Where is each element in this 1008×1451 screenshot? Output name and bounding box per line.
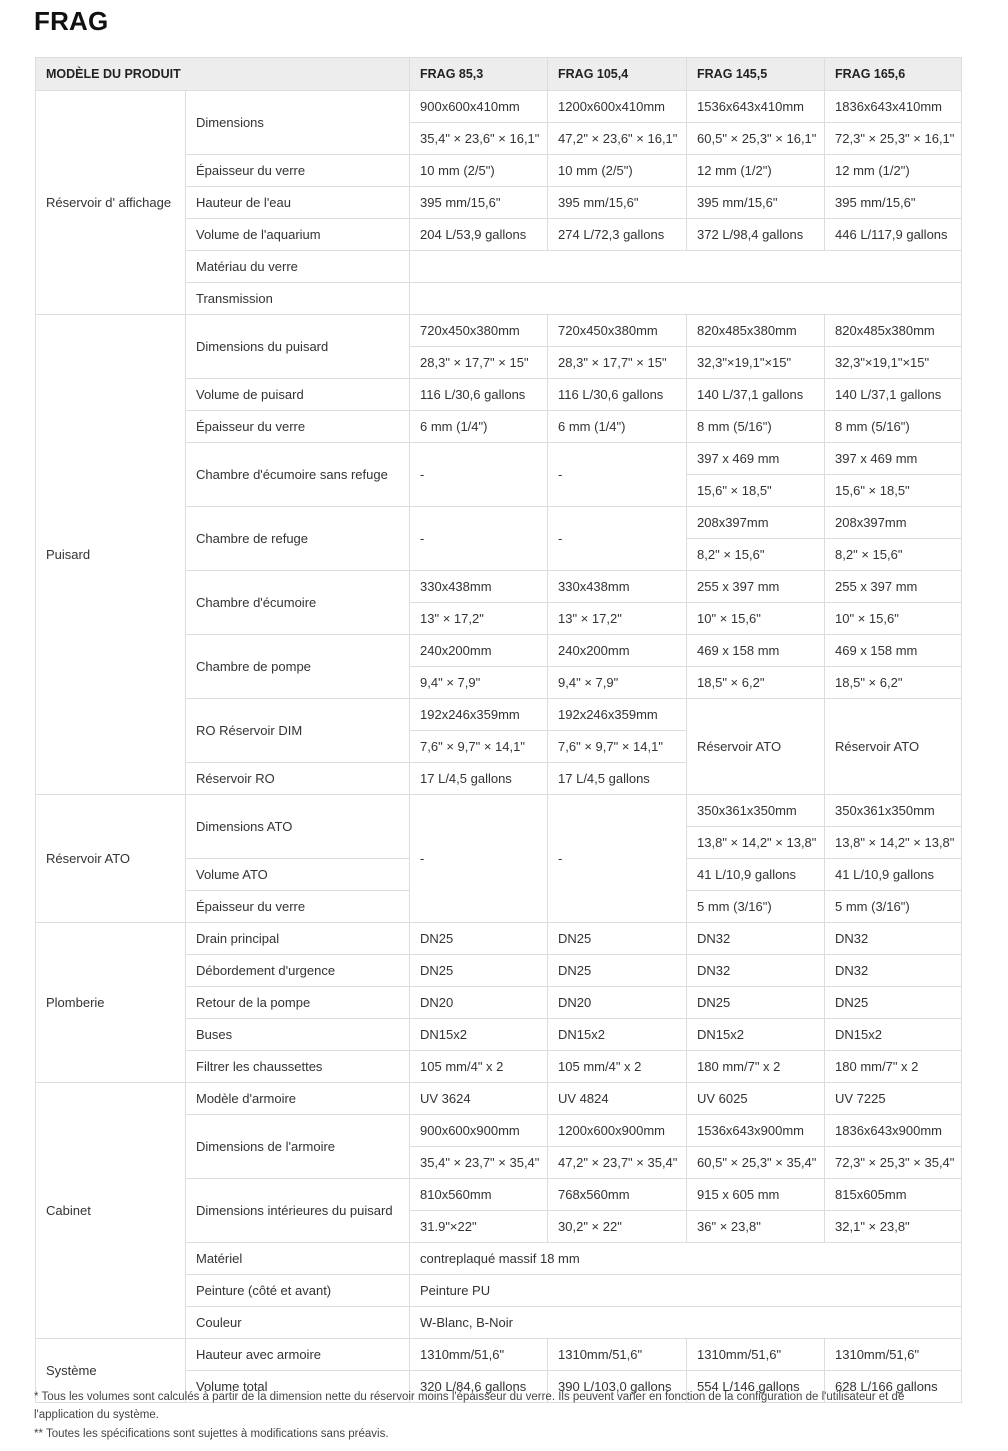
value-cell: 28,3" × 17,7" × 15" (410, 347, 548, 379)
footnote: * Tous les volumes sont calculés à partir de la dimension nette du réservoir moins l'épaisseur du verre. Ils peuvent varier en fonction de la configuration de l'utilisateur et de l'application du système. (34, 1391, 905, 1422)
value-cell: DN32 (825, 955, 962, 987)
value-cell: 13" × 17,2" (548, 603, 687, 635)
value-cell: 1836x643x410mm (825, 91, 962, 123)
value-cell: 31.9"×22" (410, 1211, 548, 1243)
value-cell: 105 mm/4" x 2 (410, 1051, 548, 1083)
value-cell: UV 7225 (825, 1083, 962, 1115)
value-cell: 72,3" × 25,3" × 16,1" (825, 123, 962, 155)
footnotes (34, 1388, 964, 1443)
value-cell: 320 L/84,6 gallons (410, 1371, 548, 1403)
value-cell: UV 3624 (410, 1083, 548, 1115)
value-cell: 13,8" × 14,2" × 13,8" (687, 827, 825, 859)
value-cell: 255 x 397 mm (825, 571, 962, 603)
value-cell: 900x600x900mm (410, 1115, 548, 1147)
value-cell: DN25 (825, 987, 962, 1019)
value-cell: 60,5" × 25,3" × 35,4" (687, 1147, 825, 1179)
value-cell: 820x485x380mm (825, 315, 962, 347)
group-cell: Cabinet (36, 1083, 186, 1339)
value-cell: DN15x2 (687, 1019, 825, 1051)
value-cell: 350x361x350mm (825, 795, 962, 827)
value-cell: 10 mm (2/5") (548, 155, 687, 187)
value-cell: UV 4824 (548, 1083, 687, 1115)
value-cell: 32,3"×19,1"×15" (687, 347, 825, 379)
value-cell: 395 mm/15,6" (825, 187, 962, 219)
value-cell: 8,2" × 15,6" (825, 539, 962, 571)
row-label: Réservoir RO (186, 763, 410, 795)
value-cell: 192x246x359mm (410, 699, 548, 731)
value-cell: 1310mm/51,6" (410, 1339, 548, 1371)
row-label: Peinture (côté et avant) (186, 1275, 410, 1307)
value-cell: 41 L/10,9 gallons (825, 859, 962, 891)
value-cell: 395 mm/15,6" (548, 187, 687, 219)
value-cell: 180 mm/7" x 2 (687, 1051, 825, 1083)
value-cell: 140 L/37,1 gallons (825, 379, 962, 411)
value-cell: 192x246x359mm (548, 699, 687, 731)
row-label: Volume total (186, 1371, 410, 1403)
value-cell: 6 mm (1/4") (410, 411, 548, 443)
value-cell: 1310mm/51,6" (687, 1339, 825, 1371)
value-cell: 330x438mm (548, 571, 687, 603)
group-cell: Puisard (36, 315, 186, 795)
value-cell: 915 x 605 mm (687, 1179, 825, 1211)
value-cell: DN32 (687, 955, 825, 987)
group-cell: Réservoir ATO (36, 795, 186, 923)
value-cell: 240x200mm (410, 635, 548, 667)
value-cell: 350x361x350mm (687, 795, 825, 827)
table-row (36, 795, 962, 827)
value-cell: 17 L/4,5 gallons (410, 763, 548, 795)
value-cell: 469 x 158 mm (687, 635, 825, 667)
value-cell: 330x438mm (410, 571, 548, 603)
value-cell: 395 mm/15,6" (687, 187, 825, 219)
value-cell: Réservoir ATO (687, 699, 825, 795)
value-cell: 15,6" × 18,5" (825, 475, 962, 507)
value-cell: 1536x643x410mm (687, 91, 825, 123)
header-row (36, 58, 962, 91)
value-cell: 720x450x380mm (410, 315, 548, 347)
row-label: Dimensions de l'armoire (186, 1115, 410, 1179)
value-cell-dash: - (548, 795, 687, 923)
value-cell: 13,8" × 14,2" × 13,8" (825, 827, 962, 859)
value-cell: W-Blanc, B-Noir (410, 1307, 962, 1339)
value-cell: DN25 (548, 923, 687, 955)
value-cell: DN32 (687, 923, 825, 955)
value-cell: 60,5" × 25,3" × 16,1" (687, 123, 825, 155)
group-cell: Système (36, 1339, 186, 1403)
table-row (36, 91, 962, 123)
value-cell: DN15x2 (410, 1019, 548, 1051)
value-cell-empty (410, 251, 962, 283)
value-cell: 815x605mm (825, 1179, 962, 1211)
value-cell: 5 mm (3/16") (825, 891, 962, 923)
table-row (36, 1083, 962, 1115)
value-cell: 5 mm (3/16") (687, 891, 825, 923)
value-cell: 36" × 23,8" (687, 1211, 825, 1243)
row-label: RO Réservoir DIM (186, 699, 410, 763)
row-label: Matériel (186, 1243, 410, 1275)
value-cell: 372 L/98,4 gallons (687, 219, 825, 251)
row-label: Volume de l'aquarium (186, 219, 410, 251)
value-cell: DN25 (687, 987, 825, 1019)
value-cell: 554 L/146 gallons (687, 1371, 825, 1403)
value-cell: 720x450x380mm (548, 315, 687, 347)
value-cell: DN25 (410, 955, 548, 987)
value-cell: 10" × 15,6" (825, 603, 962, 635)
row-label: Couleur (186, 1307, 410, 1339)
value-cell: 768x560mm (548, 1179, 687, 1211)
value-cell: 1310mm/51,6" (825, 1339, 962, 1371)
row-label: Hauteur avec armoire (186, 1339, 410, 1371)
value-cell: 397 x 469 mm (687, 443, 825, 475)
value-cell: Peinture PU (410, 1275, 962, 1307)
value-cell: 180 mm/7" x 2 (825, 1051, 962, 1083)
value-cell: 810x560mm (410, 1179, 548, 1211)
value-cell: 6 mm (1/4") (548, 411, 687, 443)
value-cell: 72,3" × 25,3" × 35,4" (825, 1147, 962, 1179)
row-label: Transmission (186, 283, 410, 315)
value-cell: 116 L/30,6 gallons (410, 379, 548, 411)
value-cell: 1536x643x900mm (687, 1115, 825, 1147)
footnote: ** Toutes les spécifications sont sujettes à modifications sans préavis. (34, 1427, 389, 1440)
row-label: Chambre de refuge (186, 507, 410, 571)
value-cell-dash: - (548, 443, 687, 507)
header-model: FRAG 145,5 (687, 58, 825, 91)
value-cell: 12 mm (1/2") (825, 155, 962, 187)
table-row (36, 923, 962, 955)
value-cell: 7,6" × 9,7" × 14,1" (548, 731, 687, 763)
value-cell: 105 mm/4" x 2 (548, 1051, 687, 1083)
value-cell: 255 x 397 mm (687, 571, 825, 603)
value-cell: 390 L/103,0 gallons (548, 1371, 687, 1403)
value-cell: 35,4" × 23,6" × 16,1" (410, 123, 548, 155)
value-cell: 1310mm/51,6" (548, 1339, 687, 1371)
value-cell: 900x600x410mm (410, 91, 548, 123)
value-cell: 446 L/117,9 gallons (825, 219, 962, 251)
value-cell: 28,3" × 17,7" × 15" (548, 347, 687, 379)
value-cell: 18,5" × 6,2" (825, 667, 962, 699)
value-cell: 469 x 158 mm (825, 635, 962, 667)
value-cell: DN15x2 (825, 1019, 962, 1051)
value-cell: DN32 (825, 923, 962, 955)
header-label: MODÈLE DU PRODUIT (36, 58, 410, 91)
row-label: Dimensions ATO (186, 795, 410, 859)
row-label: Modèle d'armoire (186, 1083, 410, 1115)
row-label: Chambre d'écumoire sans refuge (186, 443, 410, 507)
row-label: Débordement d'urgence (186, 955, 410, 987)
value-cell: 240x200mm (548, 635, 687, 667)
value-cell: 8 mm (5/16") (687, 411, 825, 443)
row-label: Volume ATO (186, 859, 410, 891)
row-label: Dimensions (186, 91, 410, 155)
value-cell: 628 L/166 gallons (825, 1371, 962, 1403)
row-label: Matériau du verre (186, 251, 410, 283)
row-label: Filtrer les chaussettes (186, 1051, 410, 1083)
row-label: Buses (186, 1019, 410, 1051)
value-cell: 274 L/72,3 gallons (548, 219, 687, 251)
value-cell: 13" × 17,2" (410, 603, 548, 635)
value-cell: DN20 (548, 987, 687, 1019)
row-label: Volume de puisard (186, 379, 410, 411)
row-label: Épaisseur du verre (186, 411, 410, 443)
value-cell: 47,2" × 23,6" × 16,1" (548, 123, 687, 155)
table-row (36, 315, 962, 347)
row-label: Chambre de pompe (186, 635, 410, 699)
spec-table (35, 57, 962, 1403)
value-cell: 47,2" × 23,7" × 35,4" (548, 1147, 687, 1179)
value-cell: 140 L/37,1 gallons (687, 379, 825, 411)
value-cell: 9,4" × 7,9" (548, 667, 687, 699)
value-cell-dash: - (410, 507, 548, 571)
header-model: FRAG 105,4 (548, 58, 687, 91)
row-label: Chambre d'écumoire (186, 571, 410, 635)
value-cell: 9,4" × 7,9" (410, 667, 548, 699)
value-cell: 8,2" × 15,6" (687, 539, 825, 571)
group-cell: Plomberie (36, 923, 186, 1083)
group-cell: Réservoir d' affichage (36, 91, 186, 315)
value-cell: 10" × 15,6" (687, 603, 825, 635)
value-cell-dash: - (548, 507, 687, 571)
table-row (36, 1339, 962, 1371)
value-cell: 15,6" × 18,5" (687, 475, 825, 507)
value-cell: 397 x 469 mm (825, 443, 962, 475)
value-cell: 17 L/4,5 gallons (548, 763, 687, 795)
row-label: Drain principal (186, 923, 410, 955)
row-label: Dimensions intérieures du puisard (186, 1179, 410, 1243)
value-cell: 1200x600x410mm (548, 91, 687, 123)
value-cell: 30,2" × 22" (548, 1211, 687, 1243)
value-cell: 10 mm (2/5") (410, 155, 548, 187)
row-label: Retour de la pompe (186, 987, 410, 1019)
header-model: FRAG 165,6 (825, 58, 962, 91)
value-cell: 116 L/30,6 gallons (548, 379, 687, 411)
page-title: FRAG (34, 6, 109, 36)
value-cell: Réservoir ATO (825, 699, 962, 795)
header-model: FRAG 85,3 (410, 58, 548, 91)
value-cell: DN15x2 (548, 1019, 687, 1051)
value-cell: 1200x600x900mm (548, 1115, 687, 1147)
row-label: Hauteur de l'eau (186, 187, 410, 219)
value-cell-dash: - (410, 443, 548, 507)
value-cell: 35,4" × 23,7" × 35,4" (410, 1147, 548, 1179)
value-cell: 12 mm (1/2") (687, 155, 825, 187)
value-cell: 204 L/53,9 gallons (410, 219, 548, 251)
value-cell: DN25 (410, 923, 548, 955)
value-cell: 820x485x380mm (687, 315, 825, 347)
value-cell: 208x397mm (825, 507, 962, 539)
row-label: Épaisseur du verre (186, 155, 410, 187)
value-cell: UV 6025 (687, 1083, 825, 1115)
value-cell: contreplaqué massif 18 mm (410, 1243, 962, 1275)
row-label: Dimensions du puisard (186, 315, 410, 379)
value-cell: 8 mm (5/16") (825, 411, 962, 443)
value-cell: 7,6" × 9,7" × 14,1" (410, 731, 548, 763)
value-cell: DN25 (548, 955, 687, 987)
value-cell: DN20 (410, 987, 548, 1019)
value-cell: 18,5" × 6,2" (687, 667, 825, 699)
value-cell: 32,3"×19,1"×15" (825, 347, 962, 379)
value-cell-empty (410, 283, 962, 315)
value-cell-dash: - (410, 795, 548, 923)
value-cell: 41 L/10,9 gallons (687, 859, 825, 891)
row-label: Épaisseur du verre (186, 891, 410, 923)
value-cell: 208x397mm (687, 507, 825, 539)
value-cell: 32,1" × 23,8" (825, 1211, 962, 1243)
value-cell: 1836x643x900mm (825, 1115, 962, 1147)
value-cell: 395 mm/15,6" (410, 187, 548, 219)
